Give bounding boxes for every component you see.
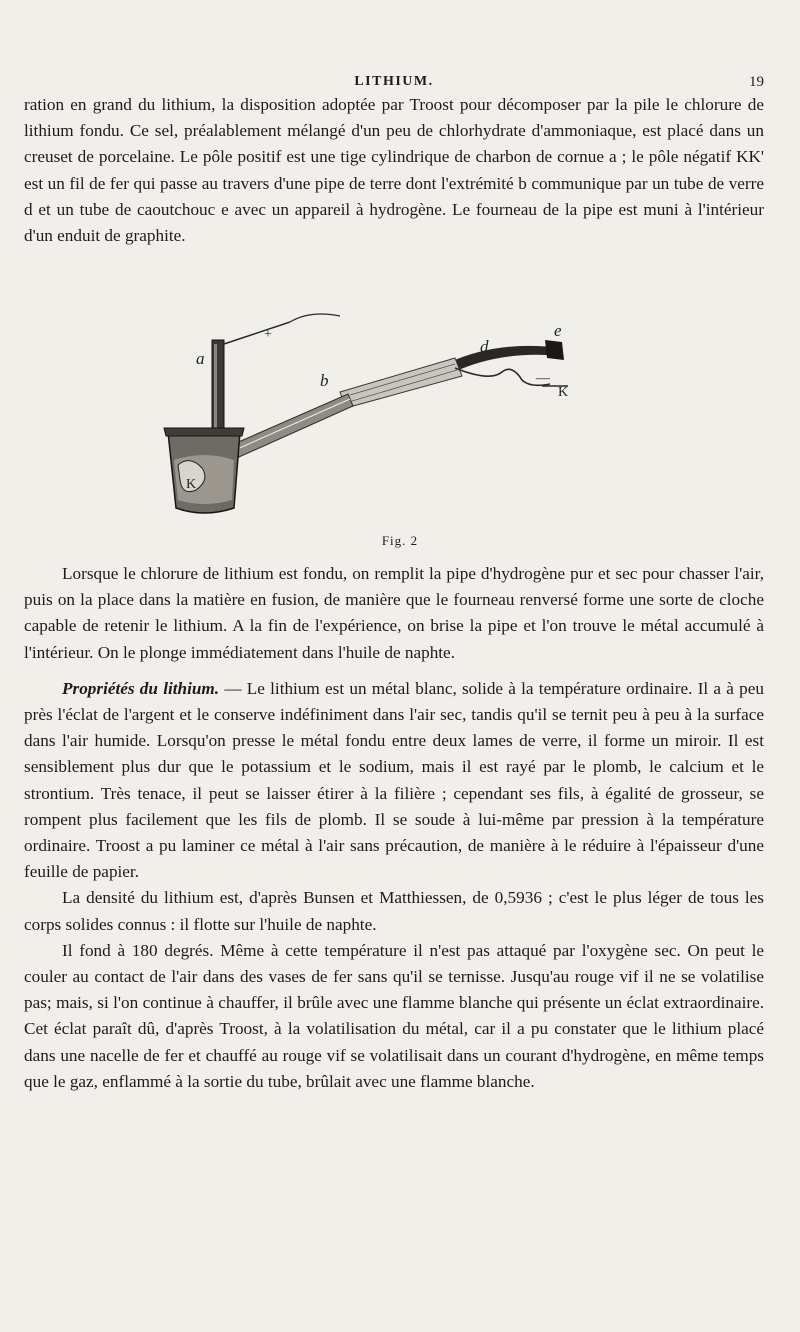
rubber-tube-e — [450, 340, 564, 372]
paragraph-1: Lorsque le chlorure de lithium est fondu, on remplit la pipe d'hydrogène pur et sec pour chasser l'air, puis on la place dans la matière en fusion, de manière que le fourneau renversé forme une sorte de cloche capable de retenir le lithium. A la fin de l'expérience, on brise la pipe et l'on trouve le métal accumulé à l'intérieur. On le plonge immédiatement dans l'huile de naphte. — [24, 564, 764, 662]
page-number: 19 — [749, 74, 764, 90]
label-k-left: K — [186, 477, 197, 492]
apparatus-illustration — [150, 300, 580, 526]
running-title: LITHIUM. — [354, 74, 434, 89]
paragraph-3: La densité du lithium est, d'après Bunsen et Matthiessen, de 0,5936 ; c'est le plus léger de tous les corps solides connus : il flotte sur l'huile de naphte. — [24, 888, 764, 934]
label-b: b — [320, 371, 329, 390]
iron-wire-k — [455, 368, 568, 386]
figure-caption: Fig. 2 — [381, 533, 419, 548]
label-e: e — [554, 321, 562, 340]
paragraph-2-body: — Le lithium est un métal blanc, solide à la température ordinaire. Il a à peu près l'éclat de l'argent et le conserve indéfiniment dans l'air sec, tandis qu'il se ternit peu à peu à la surface dans l'air humide. Lorsqu'on presse le métal fondu entre deux lames de verre, il forme un miroir. Il est sensiblement plus dur que le potassium et le sodium, mais il est rayé par le plomb, le calcium et le strontium. Très tenace, il peut se laisser étirer à la filière ; cependant ses fils, à égalité de grosseur, se rompent plus facilement que les fils de plomb. Il se soude à lui-même par pression à la température ordinaire. Troost a pu laminer ce métal à l'air sans précaution, de manière à le réduire à l'épaisseur d'une feuille de papier. — [24, 678, 764, 882]
label-plus: + — [264, 327, 272, 342]
label-a: a — [196, 349, 205, 368]
intro-paragraph: ration en grand du lithium, la disposition adoptée par Troost pour décomposer par la pile le chlorure de lithium fondu. Ce sel, préalablement mélangé d'un peu de chlorhydrate d'ammoniaque, est placé dans un creuset de porcelaine. Le pôle positif est une tige cylindrique de charbon de cornue a ; le pôle négatif KK' est un fil de fer qui passe au travers d'une pipe de terre dont l'extrémité b communique par un tube de verre d et un tube de caoutchouc e avec un appareil à hydrogène. Le fourneau de la pipe est muni à l'intérieur d'un enduit de graphite. — [24, 95, 764, 246]
label-k-right: K — [558, 385, 569, 400]
section-title: Propriétés du lithium. — [62, 678, 220, 698]
porcelain-crucible — [164, 428, 244, 513]
intro-paragraph-block — [24, 92, 764, 249]
paragraph-2 — [24, 676, 764, 886]
figure-troost-apparatus — [150, 300, 580, 526]
glass-tube-d — [340, 358, 462, 408]
label-d: d — [480, 337, 489, 356]
label-minus: — — [536, 371, 550, 386]
body-text — [24, 561, 764, 1095]
paragraph-4: Il fond à 180 degrés. Même à cette température il n'est pas attaqué par l'oxygène sec. On peut le couler au contact de l'air dans des vases de fer sans qu'il se ternisse. Jusqu'au rouge vif il ne se volatilise pas; mais, si l'on continue à chauffer, il brûle avec une flamme blanche qui présente un éclat extraordinaire. Cet éclat paraît dû, d'après Troost, à la volatilisation du métal, car il a pu constater que le lithium placé dans une nacelle de fer et chauffé au rouge vif se volatilisait dans un courant d'hydrogène, en même temps que le gaz, enflammé à la sortie du tube, brûlait avec une flamme blanche. — [24, 940, 764, 1091]
